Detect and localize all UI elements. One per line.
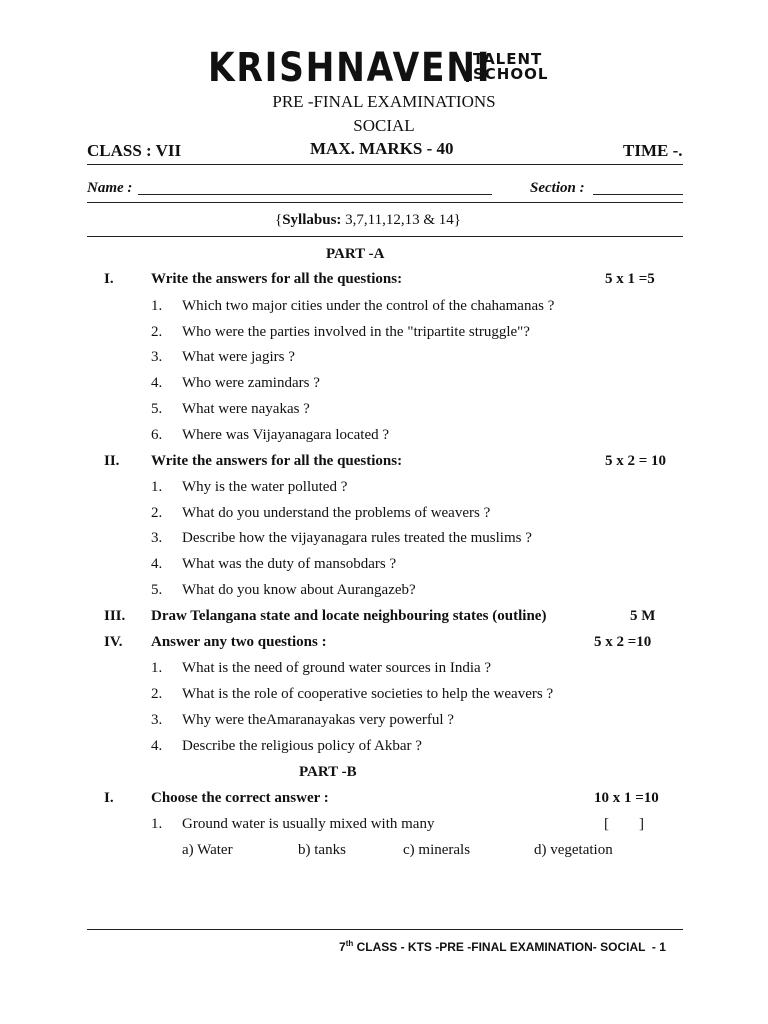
question-text: Where was Vijayanagara located ?: [182, 427, 390, 443]
section-instruction: Write the answers for all the questions:: [151, 453, 403, 469]
question-number: 3.: [151, 530, 163, 546]
answer-bracket[interactable]: [ ]: [604, 816, 644, 832]
question-text: What were nayakas ?: [182, 401, 310, 417]
option-b: b) tanks: [298, 842, 346, 858]
question-text: Which two major cities under the control of the chahamanas ?: [182, 298, 555, 314]
question-text: What is the role of cooperative societies to help the weavers ?: [182, 686, 554, 702]
question-number: 3.: [151, 712, 163, 728]
question-number: 4.: [151, 375, 163, 391]
section-label: Section :: [530, 180, 585, 196]
question-text: Ground water is usually mixed with many: [182, 816, 435, 832]
section-marks: 5 x 2 = 10: [605, 453, 667, 469]
school-logo-name: KRISHNAVENI: [208, 45, 492, 91]
question-number: 1.: [151, 816, 163, 832]
section-field-line[interactable]: [593, 194, 683, 195]
header-rule-mid: [87, 202, 683, 203]
question-text: Why is the water polluted ?: [182, 479, 348, 495]
section-marks: 10 x 1 =10: [594, 790, 659, 806]
header-rule-top: [87, 164, 683, 165]
question-number: 2.: [151, 505, 163, 521]
section-number: IV.: [104, 634, 123, 650]
section-instruction: Choose the correct answer :: [151, 790, 329, 806]
section-number: I.: [104, 271, 114, 287]
school-logo-subtitle: [466, 52, 548, 82]
question-text: What do you understand the problems of weavers ?: [182, 505, 491, 521]
footer-grade-suffix: th: [345, 939, 354, 948]
option-d: d) vegetation: [534, 842, 613, 858]
question-text: Describe how the vijayanagara rules treated the muslims ?: [182, 530, 532, 546]
question-text: What do you know about Aurangazeb?: [182, 582, 416, 598]
question-number: 1.: [151, 660, 163, 676]
question-number: 1.: [151, 298, 163, 314]
option-c: c) minerals: [403, 842, 471, 858]
syllabus-label: Syllabus:: [282, 212, 342, 228]
question-text: Who were zamindars ?: [182, 375, 320, 391]
name-field-line[interactable]: [138, 194, 492, 195]
footer-text: CLASS - KTS -PRE -FINAL EXAMINATION- SOCIAL - 1: [353, 940, 666, 954]
section-instruction: Draw Telangana state and locate neighbouring states (outline): [151, 608, 547, 624]
logo-line-talent: TALENT: [473, 50, 543, 68]
question-text: What was the duty of mansobdars ?: [182, 556, 397, 572]
name-label: Name :: [87, 180, 133, 196]
option-a: a) Water: [182, 842, 233, 858]
class-label: CLASS : VII: [87, 141, 182, 160]
syllabus-chapters: 3,7,11,12,13 & 14: [345, 212, 454, 228]
question-number: 4.: [151, 556, 163, 572]
max-marks: MAX. MARKS - 40: [310, 139, 454, 158]
section-marks: 5 M: [630, 608, 656, 624]
section-instruction: Answer any two questions :: [151, 634, 327, 650]
syllabus: {Syllabus: 3,7,11,12,13 & 14}: [275, 212, 461, 228]
page-footer: [339, 939, 666, 954]
question-number: 3.: [151, 349, 163, 365]
question-text: Why were theAmaranayakas very powerful ?: [182, 712, 454, 728]
section-marks: 5 x 2 =10: [594, 634, 652, 650]
question-text: Describe the religious policy of Akbar ?: [182, 738, 422, 754]
subject-title: SOCIAL: [353, 116, 415, 135]
question-number: 1.: [151, 479, 163, 495]
question-number: 6.: [151, 427, 163, 443]
section-number: III.: [104, 608, 126, 624]
header-rule-bottom: [87, 236, 683, 237]
footer-rule: [87, 929, 683, 930]
question-number: 4.: [151, 738, 163, 754]
question-number: 5.: [151, 401, 163, 417]
part-b-title: PART -B: [299, 764, 357, 780]
part-a-title: PART -A: [326, 246, 385, 262]
section-instruction: Write the answers for all the questions:: [151, 271, 403, 287]
exam-title: PRE -FINAL EXAMINATIONS: [272, 92, 496, 111]
question-text: What is the need of ground water sources in India ?: [182, 660, 492, 676]
question-number: 2.: [151, 324, 163, 340]
time-label: TIME -.: [623, 141, 683, 160]
section-number: I.: [104, 790, 114, 806]
section-marks: 5 x 1 =5: [605, 271, 655, 287]
logo-line-school: SCHOOL: [473, 65, 549, 83]
question-text: What were jagirs ?: [182, 349, 295, 365]
footer-grade: 7: [339, 940, 346, 954]
question-number: 2.: [151, 686, 163, 702]
section-number: II.: [104, 453, 120, 469]
question-number: 5.: [151, 582, 163, 598]
question-text: Who were the parties involved in the "tripartite struggle"?: [182, 324, 530, 340]
